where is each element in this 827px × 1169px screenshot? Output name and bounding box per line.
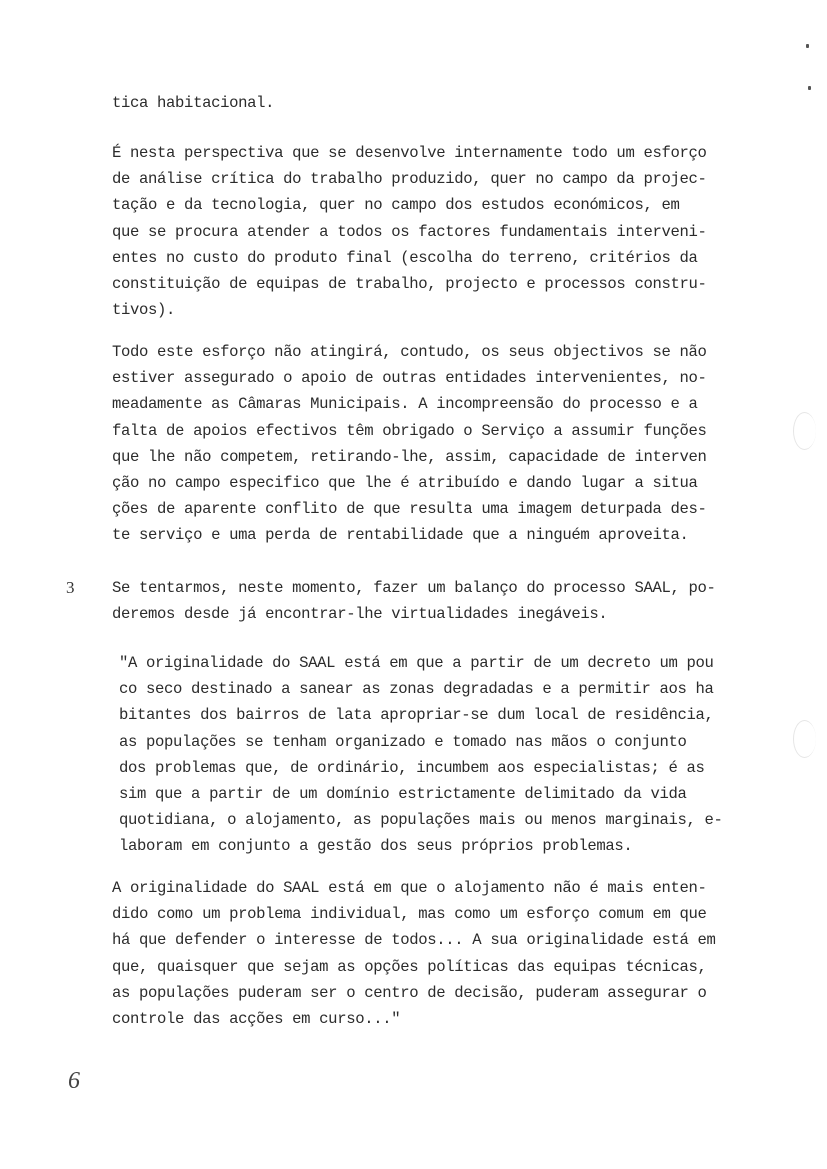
text-line: co seco destinado a sanear as zonas degradadas e a permitir aos ha — [119, 680, 714, 699]
text-line: ção no campo especifico que lhe é atribuído e dando lugar a situa — [112, 473, 698, 492]
text-line: que, quaisquer que sejam as opções políticas das equipas técnicas, — [112, 957, 707, 976]
text-line: deremos desde já encontrar-lhe virtualidades inegáveis. — [112, 605, 608, 624]
text-line: Se tentarmos, neste momento, fazer um balanço do processo SAAL, po- — [112, 579, 716, 597]
text-line: controle das acções em curso..." — [112, 1009, 401, 1028]
text-line: te serviço e uma perda de rentabilidade que a ninguém aproveita. — [112, 526, 689, 545]
text-line: tica habitacional. — [112, 94, 275, 112]
paragraph — [119, 650, 729, 860]
text-line: tivos). — [112, 301, 176, 320]
paper-speck — [806, 44, 809, 48]
section-number: 3 — [66, 578, 75, 597]
text-line: as populações puderam ser o centro de decisão, puderam assegurar o — [112, 983, 707, 1002]
text-line: ções de aparente conflito de que resulta uma imagem deturpada des- — [112, 500, 707, 519]
paper-speck — [808, 86, 811, 90]
text-line: meadamente as Câmaras Municipais. A incompreensão do processo e a — [112, 395, 698, 414]
punch-hole-lower — [793, 720, 816, 758]
text-line: falta de apoios efectivos têm obrigado o Serviço a assumir funções — [112, 421, 707, 440]
paragraph — [112, 90, 722, 116]
text-line: "A originalidade do SAAL está em que a partir de um decreto um pou — [119, 654, 714, 672]
text-line: sim que a partir de um domínio estrictamente delimitado da vida — [119, 784, 687, 803]
paragraph — [112, 575, 722, 627]
text-line: quotidiana, o alojamento, as populações mais ou menos marginais, e- — [119, 811, 723, 830]
text-line: entes no custo do produto final (escolha do terreno, critérios da — [112, 248, 698, 267]
text-line: bitantes dos bairros de lata apropriar-se dum local de residência, — [119, 706, 714, 725]
paragraph — [112, 140, 722, 323]
text-line: constituição de equipas de trabalho, projecto e processos constru- — [112, 274, 707, 293]
text-line: tação e da tecnologia, quer no campo dos estudos económicos, em — [112, 196, 680, 215]
text-line: as populações se tenham organizado e tomado nas mãos o conjunto — [119, 732, 687, 751]
text-line: há que defender o interesse de todos... A sua originalidade está em — [112, 931, 716, 950]
text-line: de análise crítica do trabalho produzido, quer no campo da projec- — [112, 170, 707, 189]
text-line: dido como um problema individual, mas como um esforço comum em que — [112, 905, 707, 924]
text-line: que lhe não competem, retirando-lhe, assim, capacidade de interven — [112, 447, 707, 466]
punch-hole-upper — [793, 412, 816, 450]
text-line: É nesta perspectiva que se desenvolve internamente todo um esforço — [112, 144, 707, 162]
text-line: que se procura atender a todos os factores fundamentais interveni- — [112, 222, 707, 241]
text-line: laboram em conjunto a gestão dos seus próprios problemas. — [119, 837, 633, 856]
paragraph — [112, 875, 722, 1032]
handwritten-page-mark: 6 — [68, 1068, 80, 1094]
text-line: A originalidade do SAAL está em que o alojamento não é mais enten- — [112, 879, 707, 897]
paragraph — [112, 339, 722, 549]
text-line: Todo este esforço não atingirá, contudo, os seus objectivos se não — [112, 343, 707, 361]
text-line: dos problemas que, de ordinário, incumbem aos especialistas; é as — [119, 758, 705, 777]
text-line: estiver assegurado o apoio de outras entidades intervenientes, no- — [112, 369, 707, 388]
